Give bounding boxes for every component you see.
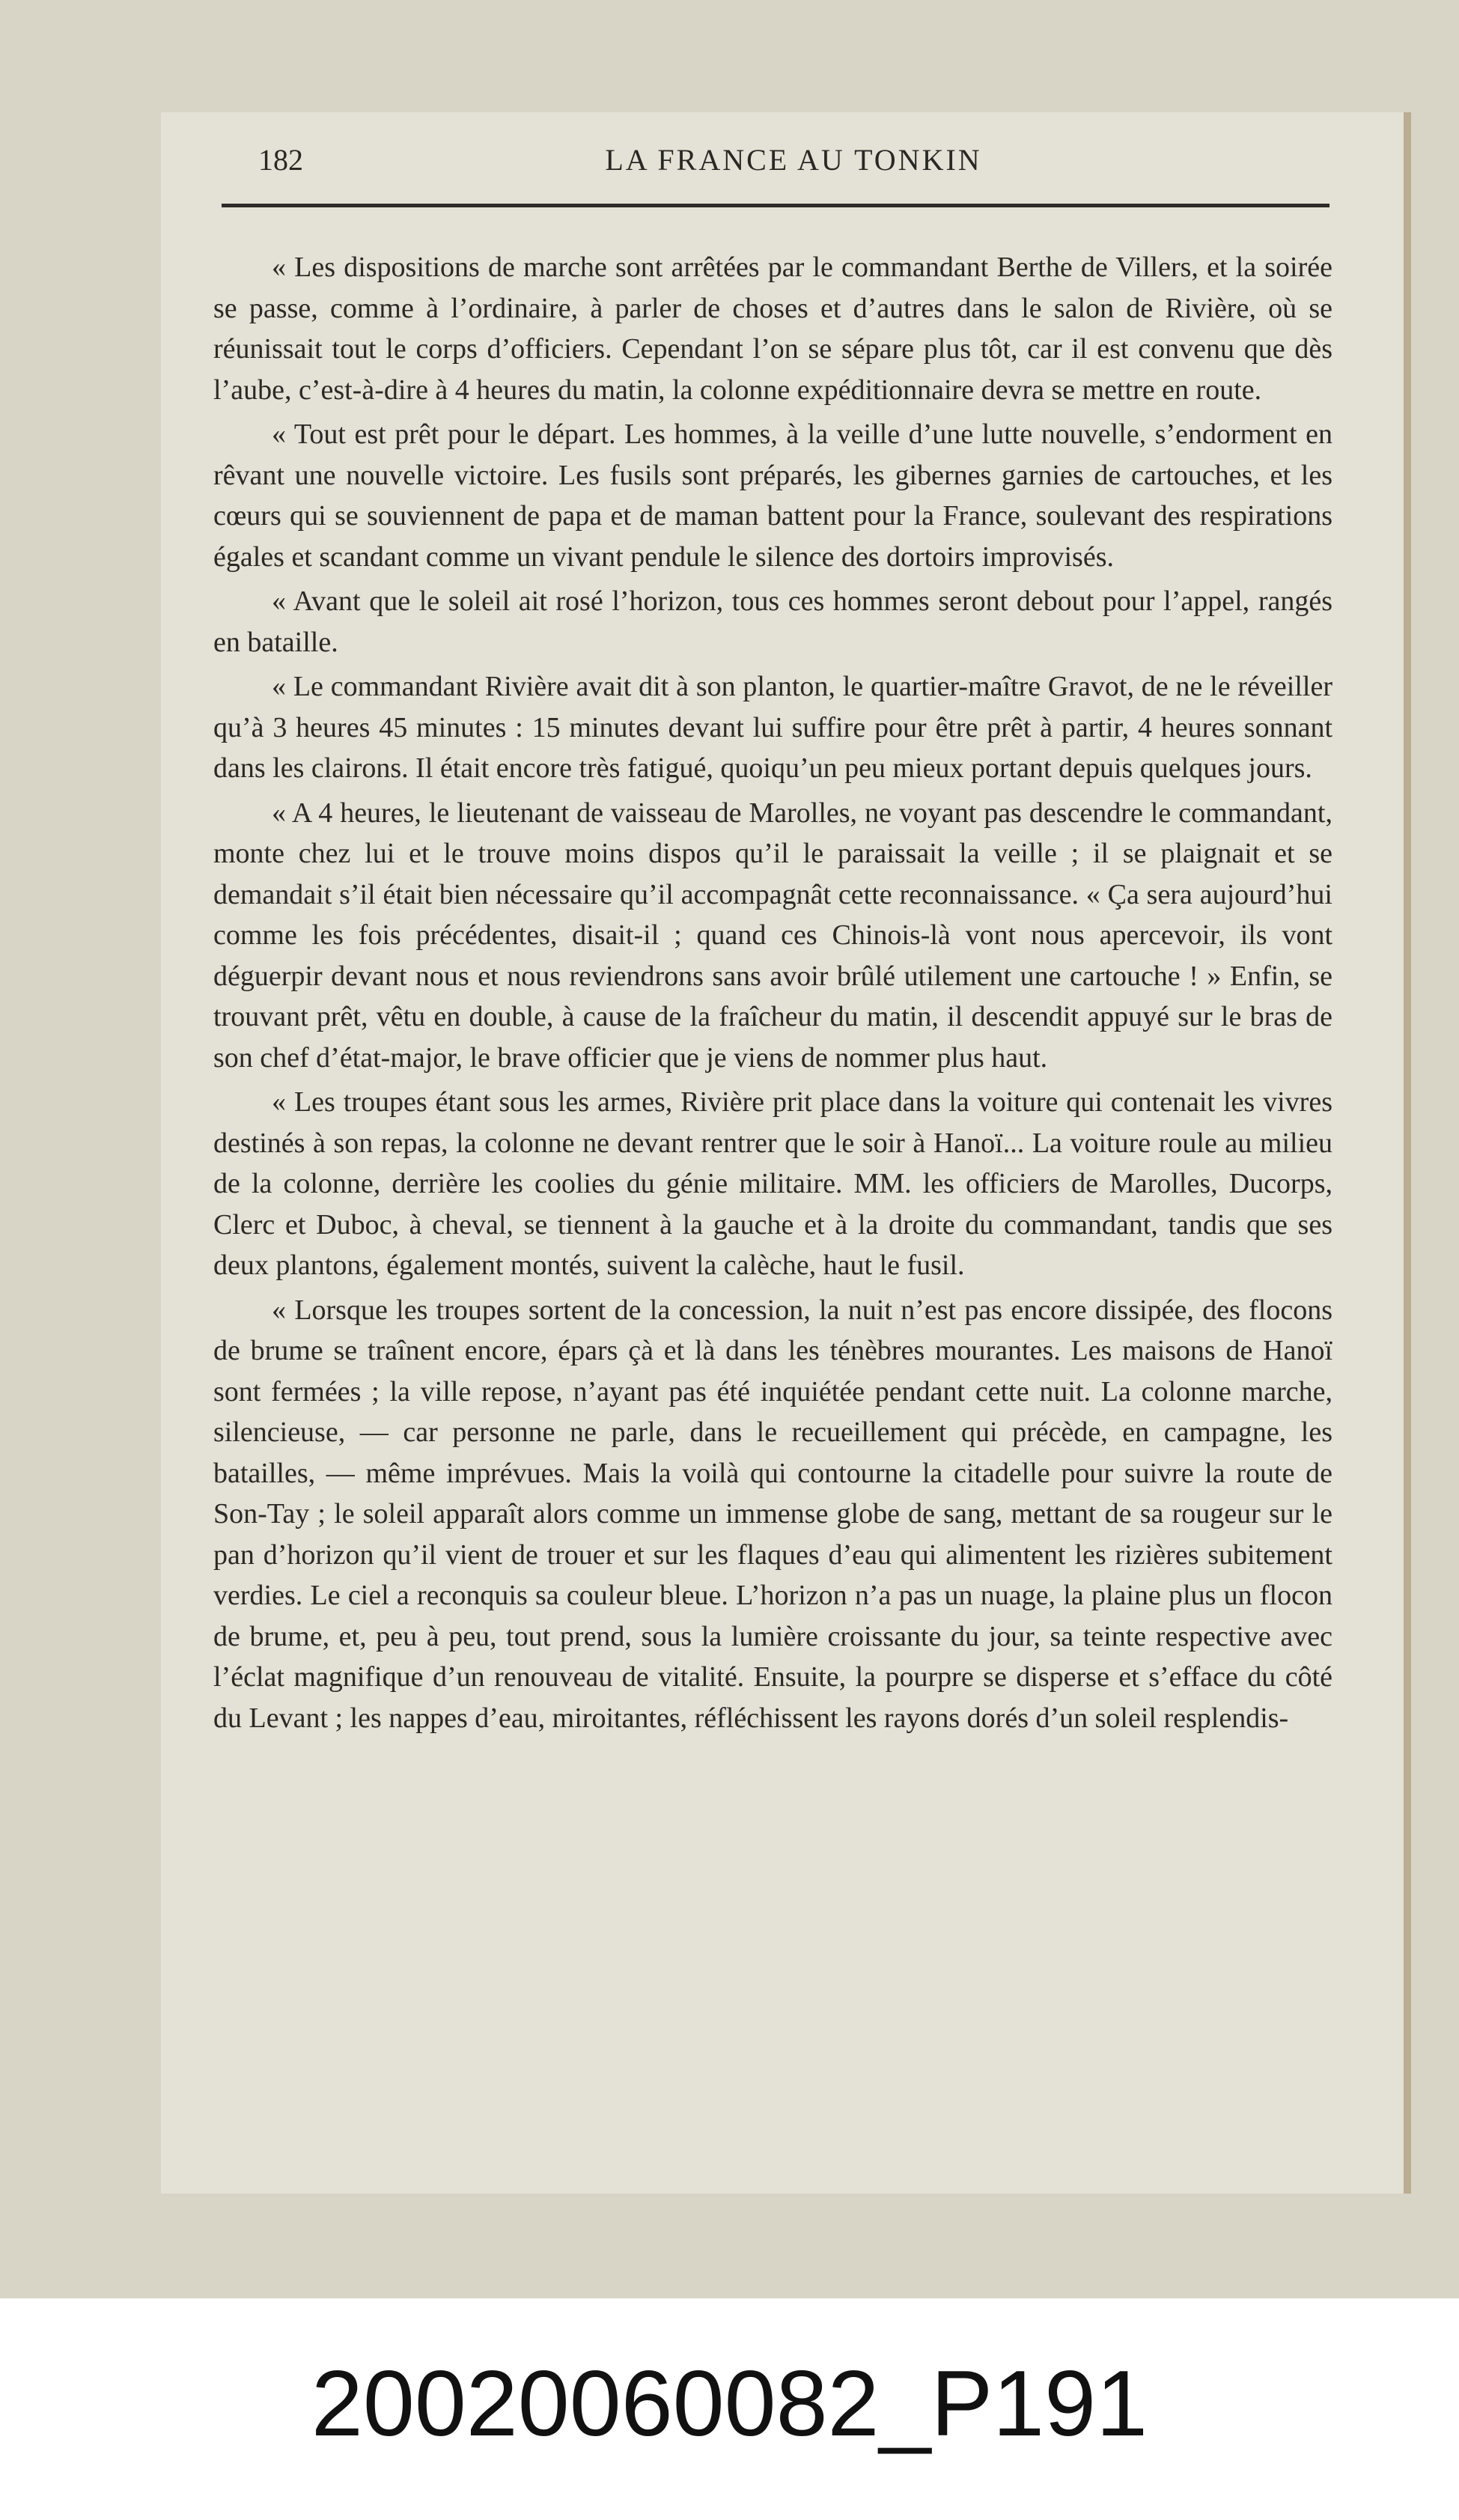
paragraph: « Avant que le soleil ait rosé l’horizon, tous ces hommes seront debout pour l’appel, rangés en bataille. bbox=[213, 585, 1332, 658]
paragraph: « Lorsque les troupes sortent de la concession, la nuit n’est pas encore dissipée, des flocons de brume se traînent encore, épars çà et là dans les ténèbres mourantes. Les maisons de Hanoï sont fermées ; la ville repose, n’ayant pas été inquiétée pendant cette nuit. La colonne marche, silencieuse, — car personne ne parle, dans le recueillement qui précède, en campagne, les batailles, — même imprévues. Mais la voilà qui contourne la citadelle pour suivre la route de Son-Tay ; le soleil apparaît alors comme un immense globe de sang, mettant de sa rougeur sur le pan d’horizon qu’il vient de trouer et sur les flaques d’eau qui alimentent les rizières subitement verdies. Le ciel a reconquis sa couleur bleue. L’horizon n’a pas un nuage, la plaine plus un flocon de brume, et, peu à peu, tout prend, sous la lumière croissante du jour, sa teinte respective avec l’éclat magnifique d’un renouveau de vitalité. Ensuite, la pourpre se disperse et s’efface du côté du Levant ; les nappes d’eau, miroitantes, réfléchissent les rayons dorés d’un soleil resplendis- bbox=[213, 1294, 1332, 1734]
paragraph: « Tout est prêt pour le départ. Les hommes, à la veille d’une lutte nouvelle, s’endorment en rêvant une nouvelle victoire. Les fusils sont préparés, les gibernes garnies de cartouches, et les cœurs qui se souviennent de papa et de maman battent pour la France, soulevant des respirations égales et scandant comme un vivant pendule le silence des dortoirs improvisés. bbox=[213, 419, 1332, 573]
page-header bbox=[258, 142, 1329, 187]
running-title: LA FRANCE AU TONKIN bbox=[605, 143, 982, 177]
paragraph: « Les dispositions de marche sont arrêtées par le commandant Berthe de Villers, et la soirée se passe, comme à l’ordinaire, à parler de choses et d’autres dans le salon de Rivière, où se réunissait tout le corps d’officiers. Cependant l’on se sépare plus tôt, car il est convenu que dès l’aube, c’est-à-dire à 4 heures du matin, la colonne expéditionnaire devra se mettre en route. bbox=[213, 252, 1332, 406]
paragraph: « A 4 heures, le lieutenant de vaisseau de Marolles, ne voyant pas descendre le commandant, monte chez lui et le trouve moins dispos qu’il le paraissait la veille ; il se plaignait et se demandait s’il était bien nécessaire qu’il accompagnât cette reconnaissance. « Ça sera aujourd’hui comme les fois précédentes, disait-il ; quand ces Chinois-là vont nous apercevoir, ils vont déguerpir devant nous et nous reviendrons sans avoir brûlé utilement une cartouche ! » Enfin, se trouvant prêt, vêtu en double, à cause de la fraîcheur du matin, il descendit appuyé sur le bras de son chef d’état-major, le brave officier que je viens de nommer plus haut. bbox=[213, 797, 1332, 1074]
body-text bbox=[213, 247, 1332, 1742]
image-identifier: 20020060082_P191 bbox=[311, 2352, 1148, 2456]
paragraph: « Les troupes étant sous les armes, Rivière prit place dans la voiture qui contenait les vivres destinés à son repas, la colonne ne devant rentrer que le soir à Hanoï... La voiture roule au milieu de la colonne, derrière les coolies du génie militaire. MM. les officiers de Marolles, Ducorps, Clerc et Duboc, à cheval, se tiennent à la gauche et à la droite du commandant, tandis que ses deux plantons, également montés, suivent la calèche, haut le fusil. bbox=[213, 1086, 1332, 1281]
page-number: 182 bbox=[258, 143, 303, 177]
paragraph: « Le commandant Rivière avait dit à son planton, le quartier-maître Gravot, de ne le réveiller qu’à 3 heures 45 minutes : 15 minutes devant lui suffire pour être prêt à partir, 4 heures sonnant dans les clairons. Il était encore très fatigué, quoiqu’un peu mieux portant depuis quelques jours. bbox=[213, 671, 1332, 784]
header-rule bbox=[222, 204, 1329, 207]
